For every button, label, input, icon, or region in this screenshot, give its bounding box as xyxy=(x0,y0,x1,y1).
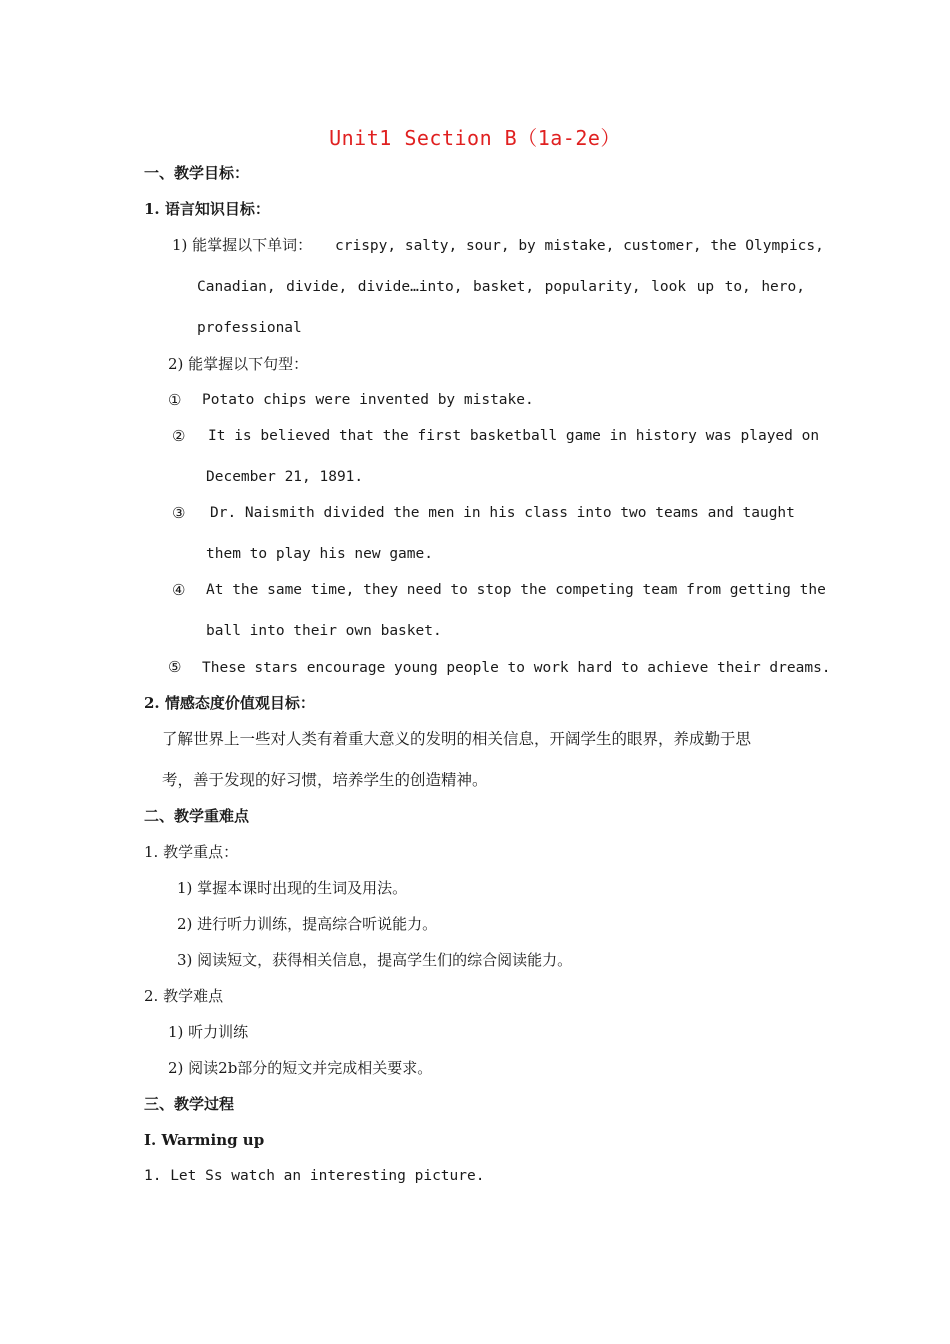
vocab-word: divide, xyxy=(286,279,348,295)
affective-goals-line-1: 了解世界上一些对人类有着重大意义的发明的相关信息，开阔学生的眼界，养成勤于思 xyxy=(162,730,752,748)
sentence-number: ④ xyxy=(172,581,186,599)
subheading-teaching-focus: 1. 教学重点： xyxy=(144,843,239,861)
vocab-word: basket, xyxy=(473,279,535,295)
sentence-number: ① xyxy=(168,391,182,409)
subheading-teaching-difficulty: 2. 教学难点 xyxy=(144,987,224,1005)
sentence-line: These stars encourage young people to work hard to achieve their dreams. xyxy=(202,660,831,676)
difficulty-item: 1) 听力训练 xyxy=(168,1023,249,1041)
vocab-line-2 xyxy=(197,277,805,297)
sentence-line-continued: December 21, 1891. xyxy=(206,469,364,485)
vocab-word: Canadian, xyxy=(197,279,276,295)
vocab-word: divide…into, xyxy=(357,279,463,295)
sentence-number: ③ xyxy=(172,504,186,522)
vocab-line-1: crispy, salty, sour, by mistake, customer, the Olympics, xyxy=(335,238,824,254)
section-heading-process: 三、教学过程 xyxy=(144,1095,235,1113)
subheading-warming-up: Ⅰ. Warming up xyxy=(144,1131,265,1149)
vocab-word: hero, xyxy=(761,279,805,295)
vocab-word: to, xyxy=(724,279,751,295)
focus-item: 1) 掌握本课时出现的生词及用法。 xyxy=(177,879,408,897)
vocab-label: 1) 能掌握以下单词： xyxy=(172,236,313,254)
vocab-line-3: professional xyxy=(197,320,302,336)
sentence-line-continued: them to play his new game. xyxy=(206,546,433,562)
sentence-line: At the same time, they need to stop the competing team from getting the xyxy=(206,582,826,598)
page-title: Unit1 Section B（1a-2e） xyxy=(329,126,621,150)
sentence-line: Dr. Naismith divided the men in his class into two teams and taught xyxy=(210,505,795,521)
sentence-number: ② xyxy=(172,427,186,445)
subheading-language-knowledge: 1. 语言知识目标： xyxy=(144,200,270,218)
sentence-line: It is believed that the first basketball game in history was played on xyxy=(208,428,820,444)
section-heading-objectives: 一、教学目标： xyxy=(144,164,250,182)
focus-item: 3) 阅读短文，获得相关信息，提高学生们的综合阅读能力。 xyxy=(177,951,573,969)
vocab-word: popularity, xyxy=(544,279,641,295)
focus-item: 2) 进行听力训练，提高综合听说能力。 xyxy=(177,915,438,933)
section-heading-key-points: 二、教学重难点 xyxy=(144,807,250,825)
affective-goals-line-2: 考，善于发现的好习惯，培养学生的创造精神。 xyxy=(162,771,488,789)
sentence-number: ⑤ xyxy=(168,658,182,676)
difficulty-item: 2) 阅读2b部分的短文并完成相关要求。 xyxy=(168,1059,433,1077)
subheading-affective-goals: 2. 情感态度价值观目标： xyxy=(144,694,315,712)
sentence-line: Potato chips were invented by mistake. xyxy=(202,392,534,408)
vocab-word: look xyxy=(651,279,687,295)
process-step: 1. Let Ss watch an interesting picture. xyxy=(144,1168,485,1184)
vocab-word: up xyxy=(696,279,715,295)
sentence-line-continued: ball into their own basket. xyxy=(206,623,442,639)
patterns-label: 2) 能掌握以下句型： xyxy=(168,355,309,373)
